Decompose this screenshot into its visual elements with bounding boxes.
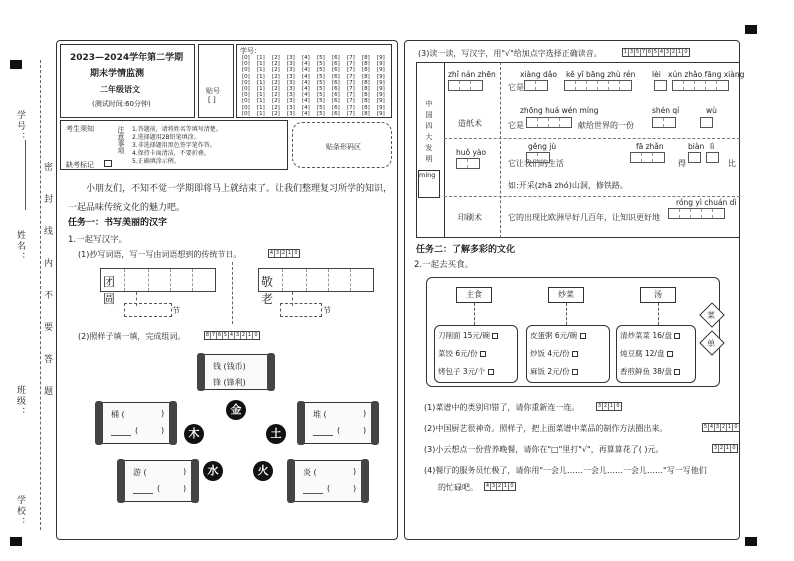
char-box[interactable] [524, 80, 548, 91]
digit-bubble[interactable]: [0] [242, 55, 250, 61]
table-divider [444, 62, 445, 238]
notice-line: 5.正确填涂示例。 [132, 158, 180, 165]
digit-bubble[interactable]: [4] [302, 86, 310, 92]
digit-bubble[interactable]: [6] [332, 98, 340, 105]
notice-line: 3.非选择题用黑色签字笔作答。 [132, 142, 216, 149]
digit-bubble[interactable]: [2] [272, 61, 280, 68]
notice-title: 考生须知 [66, 125, 94, 133]
notice-line: 4.保持卡面清洁，不要折叠。 [132, 150, 210, 157]
row-divider [444, 138, 740, 139]
char-box[interactable] [672, 80, 729, 91]
digit-bubble[interactable]: [9] [377, 73, 385, 80]
model-word: 敬老 [261, 275, 280, 306]
registration-mark [10, 537, 22, 546]
notice-side-label: 注意事项 [117, 126, 125, 154]
scroll-paren: ( [337, 426, 341, 435]
digit-bubble[interactable]: [3] [287, 104, 295, 111]
row-text: 它让我们的生活 [508, 159, 564, 168]
digit-row [242, 111, 390, 117]
divider [232, 262, 233, 324]
digit-bubble[interactable]: [5] [317, 110, 325, 117]
notice-line: 1.答题前，请将姓名等填写清楚。 [132, 126, 222, 133]
digit-bubble[interactable]: [0] [242, 79, 250, 86]
digit-bubble[interactable]: [9] [377, 98, 385, 105]
digit-bubble[interactable]: [5] [317, 104, 325, 111]
element-wood-circle: 木 [184, 424, 204, 444]
festival-suffix: 节 [323, 306, 331, 315]
digit-bubble[interactable]: [6] [332, 104, 340, 111]
digit-bubble[interactable]: [3] [287, 73, 295, 80]
digit-bubble[interactable]: [5] [317, 55, 325, 61]
digit-bubble[interactable]: [2] [272, 110, 280, 117]
seal-char: 答 [44, 355, 54, 365]
digit-bubble[interactable]: [5] [317, 86, 325, 92]
q2-4-prompt-cont: 的忙碌吧。 [438, 483, 478, 492]
score-strip: 5 4 3 2 1 0 [702, 423, 740, 432]
menu-item[interactable]: 炒饭 4元/份 [530, 348, 578, 359]
intro-text: 小朋友们，不知不觉一学期即将马上就结束了。让我们整理复习所学的知识，一起品味传统文化的魅力吧。 [68, 184, 393, 213]
digit-bubble[interactable]: [6] [332, 86, 340, 92]
digit-bubble[interactable]: [4] [302, 92, 310, 99]
digit-bubble[interactable]: [8] [362, 98, 370, 105]
digit-row [242, 92, 390, 98]
element-gold-circle: 金 [226, 400, 246, 420]
digit-bubble[interactable]: [0] [242, 92, 250, 99]
digit-row [242, 61, 390, 67]
scroll-paren: ) [363, 409, 367, 418]
invention-name: 印刷术 [458, 213, 482, 222]
score-strip: 8 7 6 5 4 3 2 1 0 [204, 331, 260, 340]
pinyin: róng yì chuán dì [676, 198, 737, 207]
char-box[interactable] [700, 117, 713, 128]
q2-1-prompt: (1)菜谱中的类别印错了，请你重新连一连。 [424, 403, 580, 412]
digit-bubble[interactable]: [3] [287, 92, 295, 99]
digit-row [242, 67, 390, 73]
char-box[interactable] [706, 152, 719, 163]
digit-bubble[interactable]: [0] [242, 67, 250, 74]
digit-bubble[interactable]: [6] [332, 92, 340, 99]
task1-heading: 任务一：书写美丽的汉字 [68, 218, 168, 228]
missing-exam-checkbox[interactable] [104, 160, 112, 167]
pinyin: gěng jù [528, 142, 557, 151]
digit-bubble[interactable]: [8] [362, 79, 370, 86]
festival-answer-box[interactable] [124, 303, 172, 317]
answer-line[interactable] [313, 435, 333, 436]
scroll-paren: ( [327, 484, 331, 493]
digit-row [242, 105, 390, 111]
seal-char: 题 [44, 387, 54, 397]
exam-subject: 二年级语文 [100, 85, 140, 94]
digit-bubble[interactable]: [2] [272, 55, 280, 61]
digit-bubble[interactable]: [7] [347, 61, 355, 68]
digit-bubble[interactable]: [7] [347, 55, 355, 61]
menu-item[interactable]: 麻饭 2元/份 [530, 366, 578, 377]
menu-item[interactable]: 皮蛋粥 6元/碗 [530, 330, 586, 341]
scroll-paren: ) [161, 409, 165, 418]
exam-duration: (测试时间:60分钟) [92, 100, 151, 108]
pinyin: zhǐ nán zhēn [448, 70, 496, 79]
barcode-label: 贴条形码区 [326, 143, 361, 151]
digit-bubble[interactable]: [3] [287, 79, 295, 86]
scroll-paren: ) [363, 426, 367, 435]
digit-bubble[interactable]: [7] [347, 110, 355, 117]
q2-3-prompt: (3)小云想点一份营养晚餐，请你在"□"里打"√"，再算算花了( )元。 [424, 445, 664, 454]
answer-line[interactable] [303, 493, 323, 494]
menu-header: 炒菜 [548, 287, 584, 303]
char-box[interactable] [448, 80, 483, 91]
digit-bubble[interactable]: [3] [287, 67, 295, 74]
menu-item[interactable]: 清炒菜菜 16/盘 [620, 330, 680, 341]
digit-bubble[interactable]: [4] [302, 104, 310, 111]
answer-line[interactable] [133, 493, 153, 494]
inventions-side-label: 中国四大发明 [425, 100, 433, 166]
pinyin: lì [710, 142, 715, 151]
digit-bubble[interactable]: [3] [287, 55, 295, 61]
digit-bubble[interactable]: [2] [272, 98, 280, 105]
char-box[interactable] [668, 208, 725, 219]
digit-bubble[interactable]: [6] [332, 110, 340, 117]
digit-bubble[interactable]: [6] [332, 61, 340, 68]
pinyin: xún zhǎo fāng xiàng [668, 70, 745, 79]
seat-label: 贴号 [206, 87, 220, 95]
row-text: 得 [678, 159, 686, 168]
row-text: 它是 [508, 83, 524, 92]
digit-bubble[interactable]: [1] [257, 73, 265, 80]
menu-header: 汤 [640, 287, 676, 303]
digit-bubble[interactable]: [1] [257, 98, 265, 105]
pinyin: lèi [652, 70, 661, 79]
digit-bubble[interactable]: [4] [302, 67, 310, 74]
digit-bubble[interactable]: [1] [257, 61, 265, 68]
digit-bubble[interactable]: [9] [377, 86, 385, 92]
digit-bubble[interactable]: [8] [362, 92, 370, 99]
char-box[interactable] [526, 117, 572, 128]
seat-value: [ ] [208, 96, 216, 104]
exam-year: 2023—2024学年第二学期 [70, 53, 184, 63]
scroll-paren: ) [183, 467, 187, 476]
digit-bubble[interactable]: [5] [317, 98, 325, 105]
scroll-prompt: 游 ( [133, 468, 147, 477]
char-box[interactable] [688, 152, 701, 163]
digit-bubble[interactable]: [4] [302, 98, 310, 105]
scroll-paren: ) [161, 426, 165, 435]
festival-suffix: 节 [172, 306, 180, 315]
digit-bubble[interactable]: [0] [242, 104, 250, 111]
menu-connector [474, 303, 475, 325]
digit-bubble[interactable]: [5] [317, 73, 325, 80]
exam-title: 期末学情监测 [90, 69, 145, 79]
q3-prompt: (3)读一读，写汉字，用"√"给加点字选择正确读音。 [418, 49, 602, 58]
digit-row [242, 98, 390, 104]
name-underline [25, 140, 26, 210]
scroll-prompt: 桶 ( [111, 410, 125, 419]
digit-bubble[interactable]: [4] [302, 79, 310, 86]
digit-bubble[interactable]: [9] [377, 61, 385, 68]
digit-bubble[interactable]: [2] [272, 67, 280, 74]
task2-heading: 任务二：了解多彩的文化 [416, 245, 516, 255]
pinyin: xiàng dǎo [520, 70, 557, 79]
digit-bubble[interactable]: [4] [302, 73, 310, 80]
digit-bubble[interactable]: [0] [242, 98, 250, 105]
digit-bubble[interactable]: [9] [377, 104, 385, 111]
registration-mark [745, 25, 757, 34]
scroll-prompt: 堆 ( [313, 410, 327, 419]
answer-scroll [98, 402, 174, 444]
score-strip: 4 3 2 1 0 [484, 482, 516, 491]
digit-bubble[interactable]: [5] [317, 92, 325, 99]
seal-char: 密 [44, 163, 54, 173]
row-text: 它是 [508, 121, 524, 130]
pinyin: fā zhǎn [636, 142, 664, 151]
score-strip: 3 2 1 0 [596, 402, 622, 411]
digit-bubble[interactable]: [1] [257, 55, 265, 61]
student-no-label: 学号： [15, 110, 25, 143]
digit-bubble[interactable]: [3] [287, 110, 295, 117]
element-water-circle: 水 [203, 461, 223, 481]
menu-item[interactable]: 炖豆腐 12/盘 [620, 348, 673, 359]
row-text: 如:开采(zhā zhó)山洞，修铁路。 [508, 181, 628, 190]
score-strip: 3 2 1 0 [712, 444, 738, 453]
digit-bubble[interactable]: [3] [287, 98, 295, 105]
digit-bubble[interactable]: [0] [242, 86, 250, 92]
pinyin: huǒ yào [456, 148, 487, 157]
digit-bubble[interactable]: [7] [347, 98, 355, 105]
notice-line: 2.选择题用2B铅笔填涂。 [132, 134, 200, 141]
digit-bubble[interactable]: [1] [257, 92, 265, 99]
char-box[interactable] [456, 158, 480, 169]
digit-bubble[interactable]: [7] [347, 86, 355, 92]
scroll-paren: ( [135, 426, 139, 435]
menu-item[interactable]: 香煎鲜鱼 38/盘 [620, 366, 680, 377]
scroll-prompt: 炎 ( [303, 468, 317, 477]
seal-char: 不 [44, 291, 54, 301]
digit-bubble[interactable]: [5] [317, 61, 325, 68]
menu-item[interactable]: 菜饺 6元/份 [438, 348, 486, 359]
q1-1-prompt: (1)抄写词语，写一写由词语想到的传统节日。 [78, 250, 242, 259]
row-text: 它的出现比欧洲早好几百年，让知识更好地 [508, 213, 660, 222]
digit-bubble[interactable]: [4] [302, 110, 310, 117]
element-earth-circle: 土 [266, 424, 286, 444]
ming-pinyin: míng [419, 171, 436, 179]
digit-bubble[interactable]: [0] [242, 73, 250, 80]
digit-bubble[interactable]: [9] [377, 55, 385, 61]
digit-bubble[interactable]: [0] [242, 61, 250, 68]
digit-bubble[interactable]: [5] [317, 67, 325, 74]
pinyin: zhōng huá wén míng [520, 106, 599, 115]
char-box[interactable] [564, 80, 632, 91]
digit-bubble[interactable]: [7] [347, 73, 355, 80]
q1-heading: 1.一起写汉字。 [68, 235, 128, 245]
char-box[interactable] [652, 117, 676, 128]
table-divider [500, 62, 501, 238]
pinyin: biàn [688, 142, 705, 151]
pinyin: kě yǐ bāng zhù rén [566, 70, 636, 79]
q2-4-prompt: (4)餐厅的服务员忙极了，请你用"一会儿……一会儿……一会儿……"写一写他们 [424, 466, 707, 475]
char-box[interactable] [526, 152, 550, 163]
digit-bubble[interactable]: [2] [272, 92, 280, 99]
digit-row [242, 80, 390, 86]
digit-bubble[interactable]: [2] [272, 104, 280, 111]
example-scroll [200, 354, 272, 390]
digit-bubble[interactable]: [8] [362, 86, 370, 92]
registration-mark [745, 537, 757, 546]
score-strip: 1 3 5 7 6 5 4 3 2 1 0 [622, 48, 690, 57]
digit-bubble[interactable]: [2] [272, 86, 280, 92]
digit-bubble[interactable]: [1] [257, 86, 265, 92]
seal-char: 线 [44, 227, 54, 237]
seal-char: 要 [44, 323, 54, 333]
invention-name: 造纸术 [458, 119, 482, 128]
model-word: 团圆 [103, 275, 122, 306]
festival-answer-box[interactable] [280, 303, 322, 317]
digit-bubble[interactable]: [6] [332, 55, 340, 61]
class-label: 班级： [15, 385, 25, 418]
example-line: 钱 (钱币) [213, 362, 246, 371]
digit-row [242, 74, 390, 80]
digit-bubble[interactable]: [7] [347, 92, 355, 99]
menu-header: 主食 [456, 287, 492, 303]
digit-bubble[interactable]: [8] [362, 67, 370, 74]
row-divider [444, 196, 740, 197]
name-label: 姓名： [15, 230, 25, 263]
digit-bubble[interactable]: [1] [257, 104, 265, 111]
menu-connector [658, 303, 659, 325]
menu-badge-char: 单 [707, 339, 715, 348]
scroll-paren: ) [183, 484, 187, 493]
digit-bubble[interactable]: [1] [257, 79, 265, 86]
digit-bubble[interactable]: [2] [272, 79, 280, 86]
digit-bubble[interactable]: [7] [347, 79, 355, 86]
row-text: 比 [728, 159, 736, 168]
student-no-title: 学号： [240, 47, 261, 55]
scroll-paren: ) [353, 467, 357, 476]
digit-bubble[interactable]: [6] [332, 79, 340, 86]
digit-bubble[interactable]: [1] [257, 67, 265, 74]
scroll-paren: ( [157, 484, 161, 493]
digit-row [242, 86, 390, 92]
row-text: 献给世界的一份 [578, 121, 634, 130]
digit-bubble[interactable]: [9] [377, 79, 385, 86]
digit-bubble[interactable]: [9] [377, 92, 385, 99]
digit-bubble[interactable]: [5] [317, 79, 325, 86]
digit-bubble[interactable]: [9] [377, 110, 385, 117]
digit-bubble[interactable]: [6] [332, 67, 340, 74]
digit-bubble[interactable]: [4] [302, 61, 310, 68]
answer-line[interactable] [111, 435, 131, 436]
digit-bubble[interactable]: [3] [287, 61, 295, 68]
binding-line [40, 60, 41, 530]
digit-bubble[interactable]: [8] [362, 61, 370, 68]
element-fire-circle: 火 [253, 461, 273, 481]
menu-item[interactable]: 刀削面 15元/碗 [438, 330, 498, 341]
pinyin: shén qí [652, 106, 680, 115]
digit-bubble[interactable]: [6] [332, 73, 340, 80]
digit-bubble[interactable]: [8] [362, 110, 370, 117]
digit-bubble[interactable]: [1] [257, 110, 265, 117]
example-line: 锋 (锋利) [213, 378, 246, 387]
digit-bubble[interactable]: [7] [347, 67, 355, 74]
digit-bubble[interactable]: [2] [272, 73, 280, 80]
copy-word-box [100, 268, 216, 306]
q2-heading: 2.一起去买食。 [414, 260, 474, 270]
char-box[interactable] [630, 152, 665, 163]
pinyin: wù [706, 106, 717, 115]
q1-2-prompt: (2)照样子填一填，完成组词。 [78, 332, 186, 341]
seal-char: 内 [44, 259, 54, 269]
school-label: 学校： [15, 495, 25, 528]
digit-bubble[interactable]: [8] [362, 104, 370, 111]
digit-bubble[interactable]: [8] [362, 55, 370, 61]
scroll-paren: ) [353, 484, 357, 493]
menu-badge-char: 菜 [707, 311, 715, 320]
digit-bubble[interactable]: [8] [362, 73, 370, 80]
digit-bubble[interactable]: [7] [347, 104, 355, 111]
menu-item[interactable]: 烤包子 3元/个 [438, 366, 494, 377]
answer-scroll [290, 460, 366, 502]
answer-scroll [120, 460, 196, 502]
digit-bubble[interactable]: [0] [242, 110, 250, 117]
copy-word-box [258, 268, 374, 306]
digit-bubble[interactable]: [9] [377, 67, 385, 74]
digit-row [242, 55, 390, 61]
menu-connector [566, 303, 567, 325]
q2-2-prompt: (2)中国厨艺很神奇。照样子，把上面菜谱中菜品的制作方法圈出来。 [424, 424, 668, 433]
score-strip: 4 3 2 1 0 [268, 249, 300, 258]
digit-bubble[interactable]: [4] [302, 55, 310, 61]
registration-mark [10, 60, 22, 69]
answer-scroll [300, 402, 376, 444]
seal-char: 封 [44, 195, 54, 205]
digit-bubble[interactable]: [3] [287, 86, 295, 92]
missing-exam-label: 缺考标记 [66, 161, 94, 169]
seat-box [198, 44, 234, 118]
char-box[interactable] [654, 80, 667, 91]
